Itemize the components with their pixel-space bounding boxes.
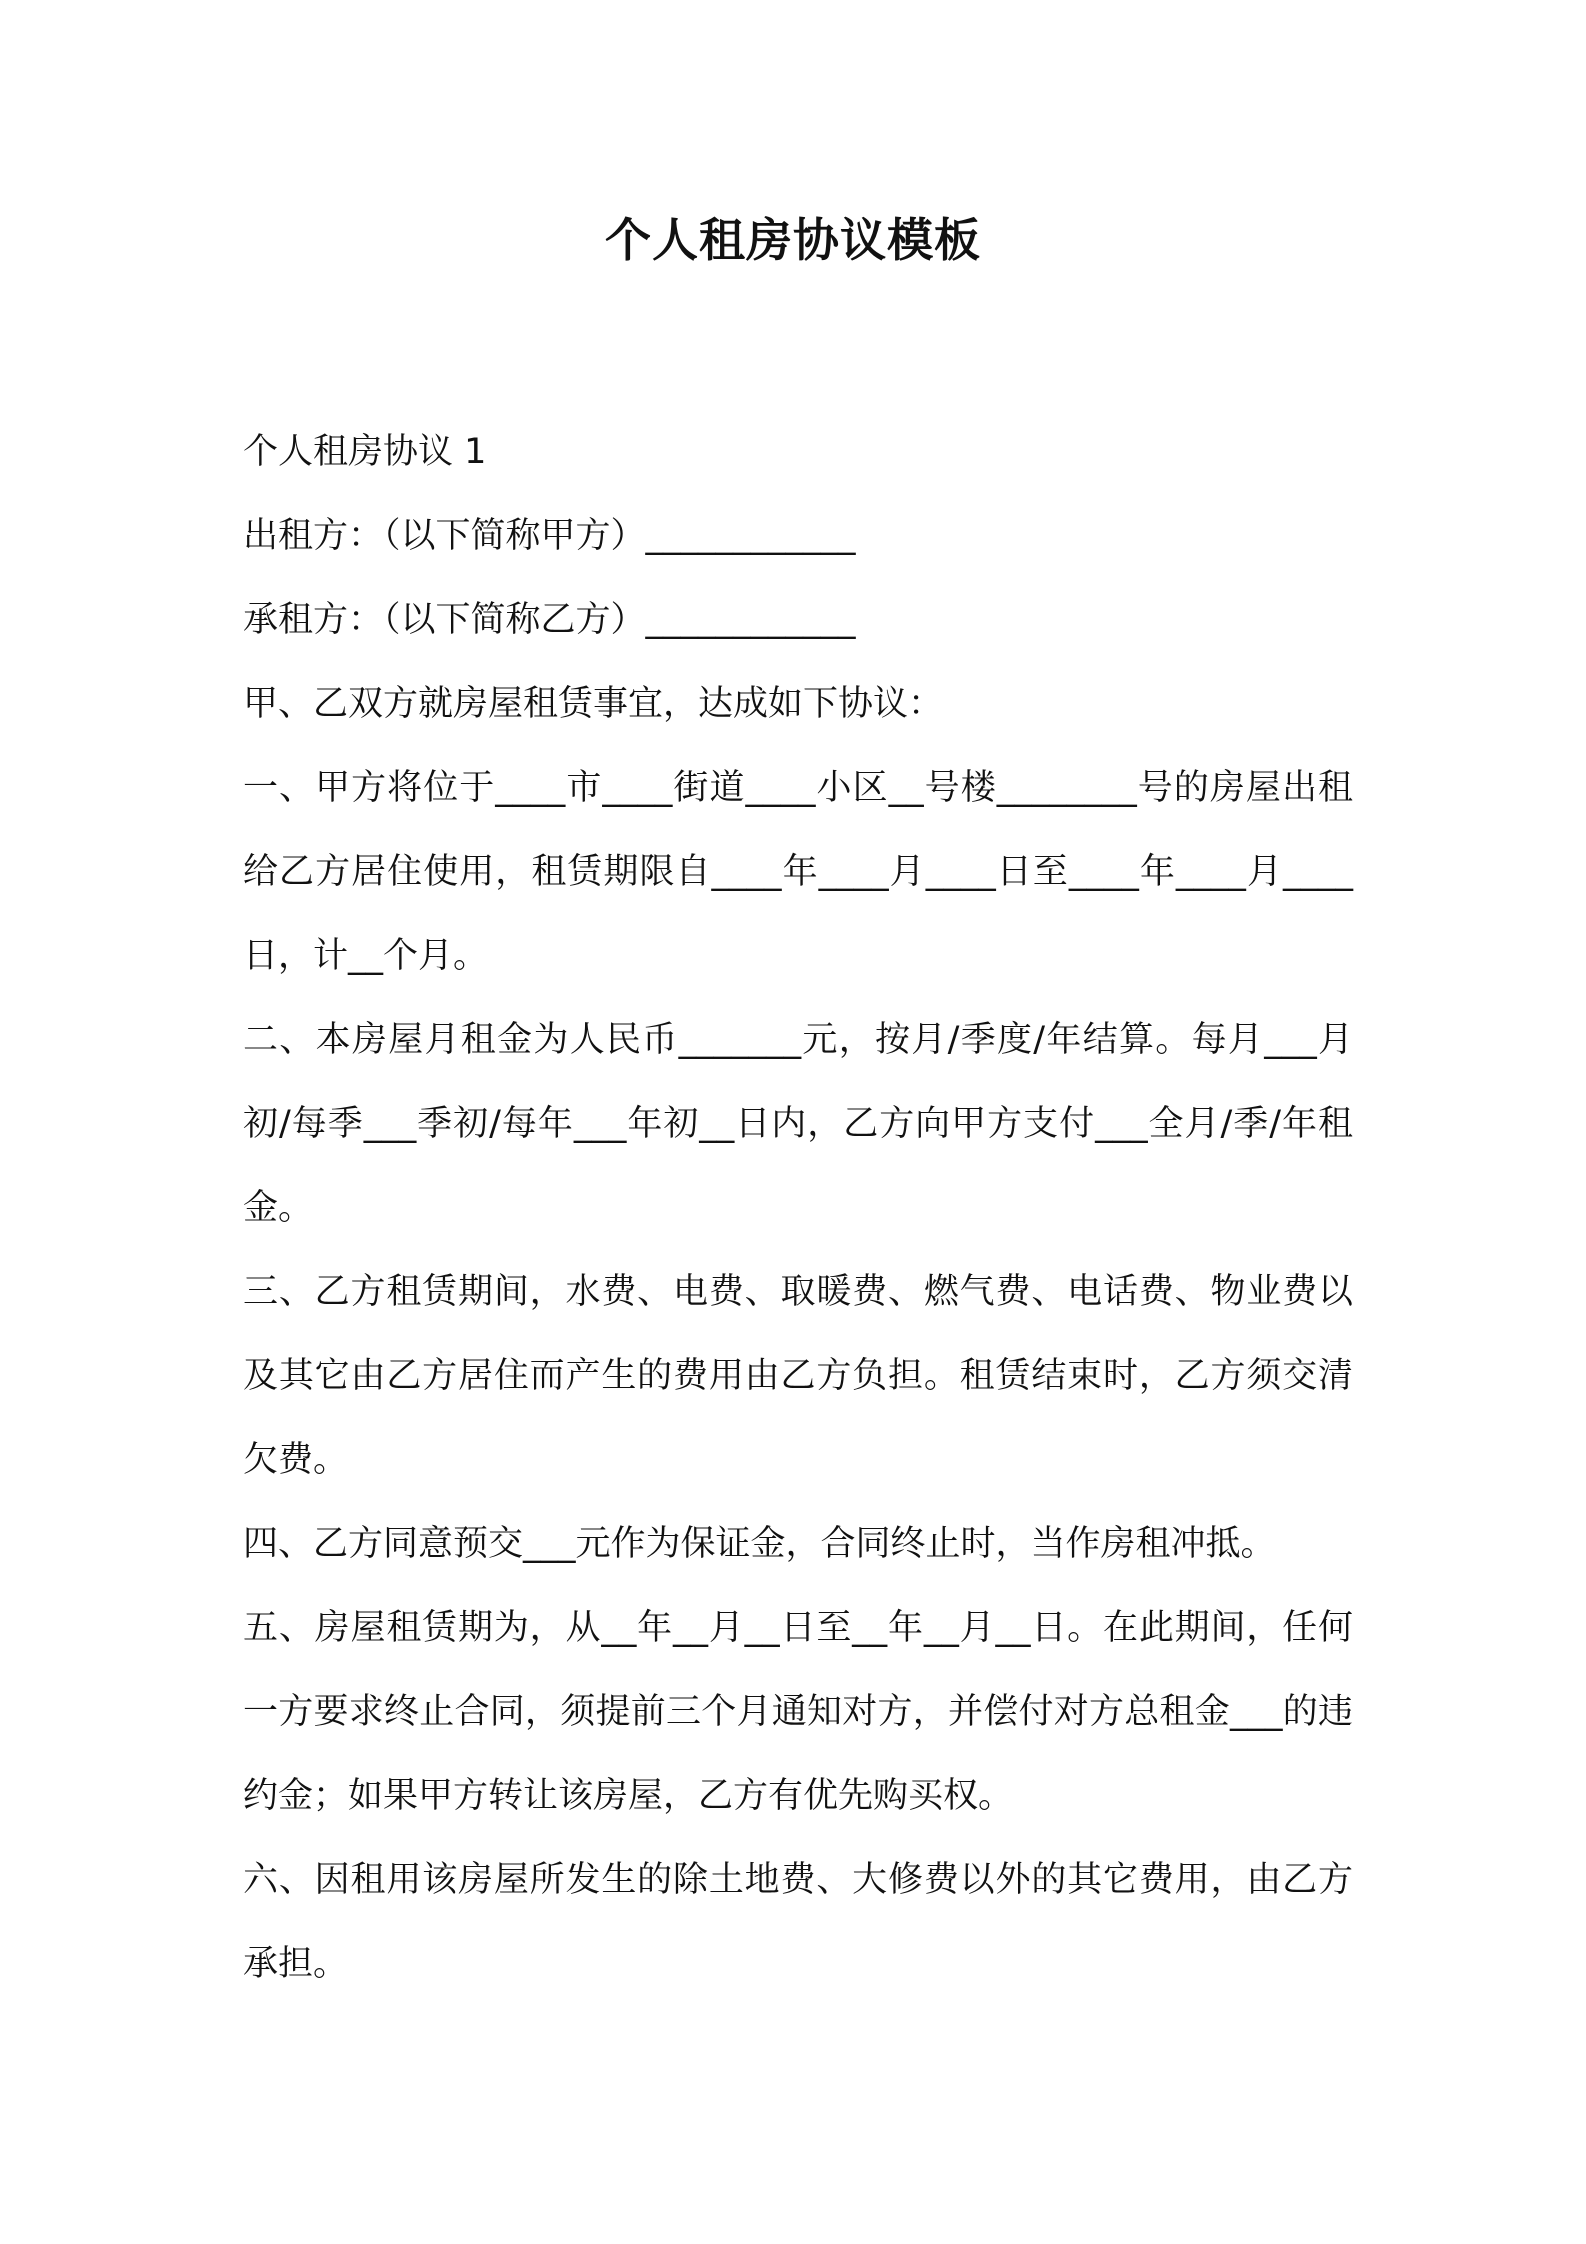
lessee-line: 承租方：（以下简称乙方）____________ bbox=[243, 600, 856, 640]
clause-1: 一、甲方将位于____市____街道____小区__号楼________号的房屋出租给乙方居住使用，租赁期限自____年____月____日至____年____月____日，计__个月。 bbox=[243, 768, 1353, 976]
agreement-subtitle: 个人租房协议 1 bbox=[243, 432, 487, 472]
agreement-intro: 甲、乙双方就房屋租赁事宜，达成如下协议： bbox=[243, 684, 944, 724]
clause-3: 三、乙方租赁期间，水费、电费、取暖费、燃气费、电话费、物业费以及其它由乙方居住而产生的费用由乙方负担。租赁结束时，乙方须交清欠费。 bbox=[243, 1272, 1353, 1480]
document-title: 个人租房协议模板 bbox=[605, 213, 981, 267]
document-body bbox=[243, 410, 1353, 2006]
clause-6: 六、因租用该房屋所发生的除土地费、大修费以外的其它费用，由乙方承担。 bbox=[243, 1860, 1353, 1984]
lessor-line: 出租方：（以下简称甲方）____________ bbox=[243, 516, 856, 556]
clause-4: 四、乙方同意预交___元作为保证金，合同终止时，当作房租冲抵。 bbox=[243, 1524, 1276, 1564]
clause-2: 二、本房屋月租金为人民币_______元，按月/季度/年结算。每月___月初/每季___季初/每年___年初__日内，乙方向甲方支付___全月/季/年租金。 bbox=[243, 1020, 1353, 1228]
clause-5: 五、房屋租赁期为，从__年__月__日至__年__月__日。在此期间，任何一方要求终止合同，须提前三个月通知对方，并偿付对方总租金___的违约金；如果甲方转让该房屋，乙方有优先购买权。 bbox=[243, 1608, 1353, 1816]
